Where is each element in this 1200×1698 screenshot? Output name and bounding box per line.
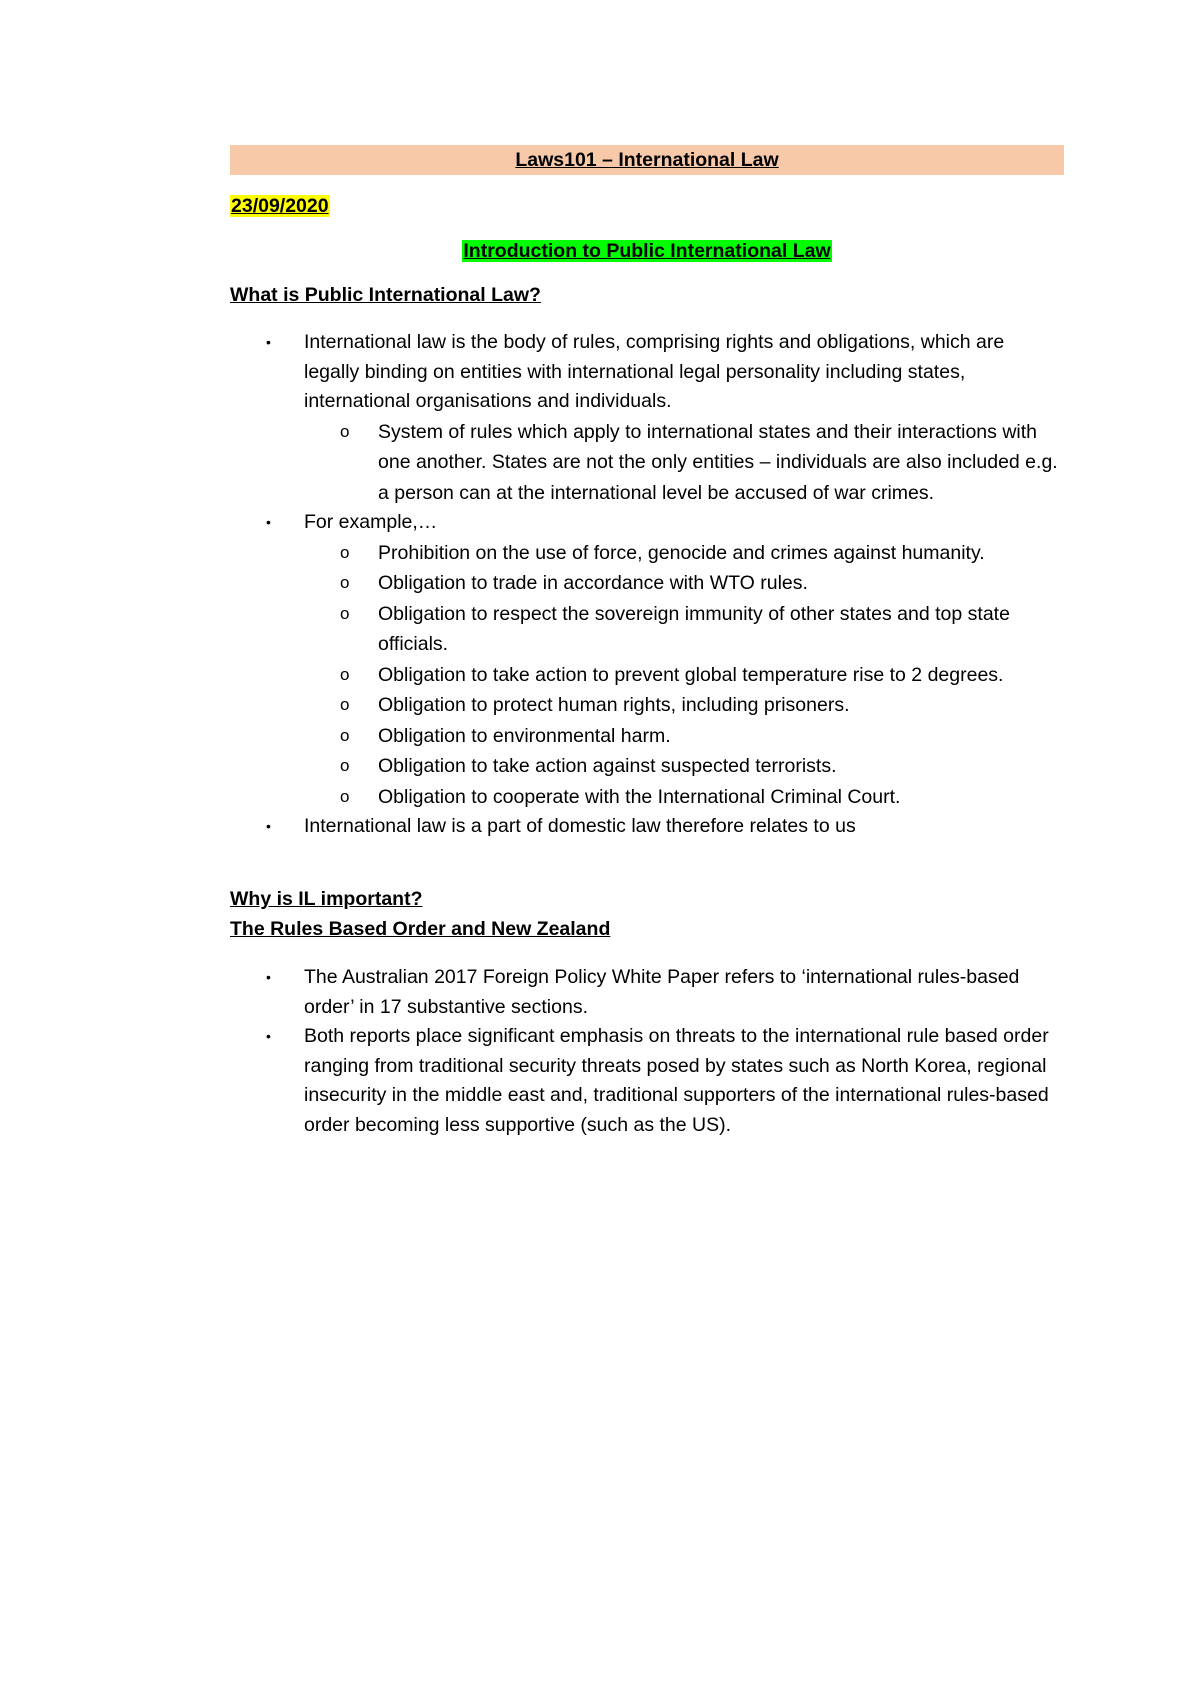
- sub-bullet-glyph: o: [340, 664, 350, 684]
- sub-bullet-glyph: o: [340, 786, 350, 806]
- list-item: [230, 812, 1064, 842]
- sub-list-item-text: Obligation to cooperate with the International Criminal Court.: [378, 785, 901, 808]
- sub-list-item: [304, 751, 1064, 782]
- sub-list: [304, 538, 1064, 813]
- lecture-date: [230, 193, 330, 219]
- lecture-date-text: 23/09/2020: [231, 195, 329, 217]
- sub-bullet-glyph: o: [340, 573, 350, 592]
- sub-list-item: [304, 721, 1064, 752]
- course-title: Laws101 – International Law: [515, 149, 779, 171]
- list-item-text: For example,…: [304, 511, 438, 533]
- list-item-text: International law is a part of domestic law therefore relates to us: [304, 815, 856, 837]
- sub-bullet-glyph: o: [340, 421, 350, 441]
- sub-list-item-text: Obligation to environmental harm.: [378, 724, 671, 747]
- course-title-banner: [230, 145, 1064, 175]
- list-item-text: Both reports place significant emphasis on threats to the international rule based order ranging from traditional security threats posed by states such as North Korea, regional insecurity in the middle east and, traditional supporters of the international rules-based order becoming less supportive (such as the US).: [304, 1025, 1049, 1136]
- section-subheading-rules-based-order: The Rules Based Order and New Zealand: [230, 918, 611, 940]
- sub-list-item-text: System of rules which apply to international states and their interactions with one another. States are not the only entities – individuals are also included e.g. a person can at the international level be accused of war crimes.: [378, 420, 1058, 504]
- lecture-title-text: Introduction to Public International Law: [463, 240, 831, 262]
- sub-list-item: [304, 538, 1064, 569]
- sub-bullet-glyph: o: [340, 725, 350, 745]
- sub-list-item: [304, 568, 1064, 599]
- bullet-glyph: •: [266, 1028, 271, 1044]
- sub-list-item: [304, 782, 1064, 813]
- list-item-text: International law is the body of rules, comprising rights and obligations, which are legally binding on entities with international legal personality including states, international organisations and individuals.: [304, 331, 1005, 412]
- bullet-glyph: •: [266, 514, 271, 530]
- bullet-glyph: •: [266, 969, 271, 985]
- sub-list-item-text: Prohibition on the use of force, genocide and crimes against humanity.: [378, 541, 985, 564]
- list-item: [230, 1022, 1064, 1140]
- bullet-glyph: •: [266, 334, 271, 350]
- section-heading-what-is-pil: What is Public International Law?: [230, 284, 541, 306]
- sub-list-item-text: Obligation to respect the sovereign immunity of other states and top state officials.: [378, 602, 1010, 655]
- section2-bullet-list: [230, 963, 1064, 1140]
- lecture-title: [230, 238, 1064, 264]
- sub-list-item-text: Obligation to protect human rights, including prisoners.: [378, 694, 850, 716]
- sub-bullet-glyph: o: [340, 603, 350, 623]
- sub-list: [304, 417, 1064, 509]
- sub-list-item: [304, 417, 1064, 509]
- section1-bullet-list: [230, 328, 1064, 842]
- list-item: [230, 963, 1064, 1022]
- bullet-glyph: •: [266, 818, 271, 834]
- list-item-text: The Australian 2017 Foreign Policy White Paper refers to ‘international rules-based order’ in 17 substantive sections.: [304, 966, 1020, 1018]
- sub-list-item: [304, 660, 1064, 691]
- sub-bullet-glyph: o: [340, 756, 350, 775]
- sub-list-item-text: Obligation to take action against suspected terrorists.: [378, 755, 837, 777]
- section-heading-why-il-important: Why is IL important?: [230, 888, 423, 910]
- sub-bullet-glyph: o: [340, 542, 350, 562]
- sub-list-item-text: Obligation to trade in accordance with WTO rules.: [378, 572, 808, 594]
- list-item: [230, 508, 1064, 812]
- sub-list-item: [304, 690, 1064, 721]
- sub-list-item: [304, 599, 1064, 660]
- sub-bullet-glyph: o: [340, 695, 350, 714]
- sub-list-item-text: Obligation to take action to prevent global temperature rise to 2 degrees.: [378, 663, 1004, 686]
- list-item: [230, 328, 1064, 508]
